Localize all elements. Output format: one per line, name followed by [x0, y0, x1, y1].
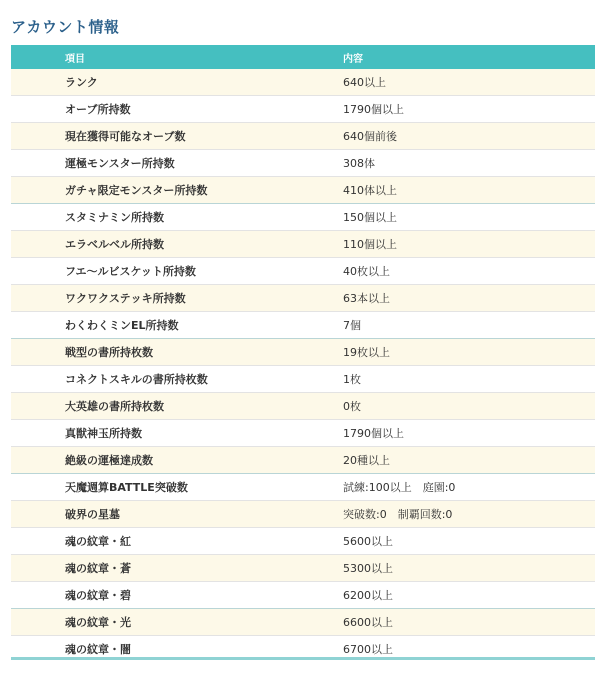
row-key: コネクトスキルの書所持枚数 — [11, 366, 309, 393]
row-key: 魂の紋章・光 — [11, 609, 309, 636]
row-value: 640個前後 — [309, 123, 595, 150]
table-row — [11, 69, 595, 96]
row-value: 40枚以上 — [309, 258, 595, 285]
table-bottom-rule — [11, 657, 595, 660]
row-value: 5600以上 — [309, 528, 595, 555]
row-value: 6200以上 — [309, 582, 595, 609]
row-key: ガチャ限定モンスター所持数 — [11, 177, 309, 204]
row-value: 6700以上 — [309, 636, 595, 663]
row-key: 魂の紋章・碧 — [11, 582, 309, 609]
row-value: 試練:100以上 庭園:0 — [309, 474, 595, 501]
table-row — [11, 555, 595, 582]
table-row — [11, 420, 595, 447]
table-row — [11, 312, 595, 339]
row-key: 戦型の書所持枚数 — [11, 339, 309, 366]
row-key: 魂の紋章・紅 — [11, 528, 309, 555]
row-key: ワクワクステッキ所持数 — [11, 285, 309, 312]
table-row — [11, 609, 595, 636]
table-row — [11, 150, 595, 177]
row-value: 0枚 — [309, 393, 595, 420]
row-value: 308体 — [309, 150, 595, 177]
row-key: 魂の紋章・闇 — [11, 636, 309, 663]
table-row — [11, 285, 595, 312]
row-key: エラベルベル所持数 — [11, 231, 309, 258]
header-key: 項目 — [11, 45, 309, 69]
table-row — [11, 339, 595, 366]
row-value: 150個以上 — [309, 204, 595, 231]
row-value: 7個 — [309, 312, 595, 339]
table-header-row — [11, 45, 595, 69]
row-key: ランク — [11, 69, 309, 96]
row-key: オーブ所持数 — [11, 96, 309, 123]
table-row — [11, 96, 595, 123]
page-title: アカウント情報 — [11, 18, 120, 36]
row-key: 破界の星墓 — [11, 501, 309, 528]
row-value: 突破数:0 制覇回数:0 — [309, 501, 595, 528]
table-row — [11, 582, 595, 609]
account-info-table — [11, 45, 595, 662]
row-value: 1790個以上 — [309, 420, 595, 447]
table-row — [11, 258, 595, 285]
row-value: 640以上 — [309, 69, 595, 96]
row-key: 真獣神玉所持数 — [11, 420, 309, 447]
table-row — [11, 177, 595, 204]
row-key: 現在獲得可能なオーブ数 — [11, 123, 309, 150]
row-value: 410体以上 — [309, 177, 595, 204]
table-row — [11, 528, 595, 555]
row-value: 6600以上 — [309, 609, 595, 636]
table-row — [11, 501, 595, 528]
row-value: 20種以上 — [309, 447, 595, 474]
row-value: 1790個以上 — [309, 96, 595, 123]
row-key: フエ〜ルビスケット所持数 — [11, 258, 309, 285]
table-row — [11, 474, 595, 501]
row-value: 110個以上 — [309, 231, 595, 258]
row-value: 5300以上 — [309, 555, 595, 582]
table-row — [11, 204, 595, 231]
table-row — [11, 447, 595, 474]
row-key: スタミナミン所持数 — [11, 204, 309, 231]
row-key: わくわくミンEL所持数 — [11, 312, 309, 339]
row-value: 19枚以上 — [309, 339, 595, 366]
table-row — [11, 393, 595, 420]
table-row — [11, 123, 595, 150]
header-value: 内容 — [309, 45, 595, 69]
table-row — [11, 231, 595, 258]
row-value: 1枚 — [309, 366, 595, 393]
row-key: 絶級の運極達成数 — [11, 447, 309, 474]
row-key: 天魔週算BATTLE突破数 — [11, 474, 309, 501]
row-key: 魂の紋章・蒼 — [11, 555, 309, 582]
row-value: 63本以上 — [309, 285, 595, 312]
row-key: 大英雄の書所持枚数 — [11, 393, 309, 420]
table-row — [11, 366, 595, 393]
row-key: 運極モンスター所持数 — [11, 150, 309, 177]
